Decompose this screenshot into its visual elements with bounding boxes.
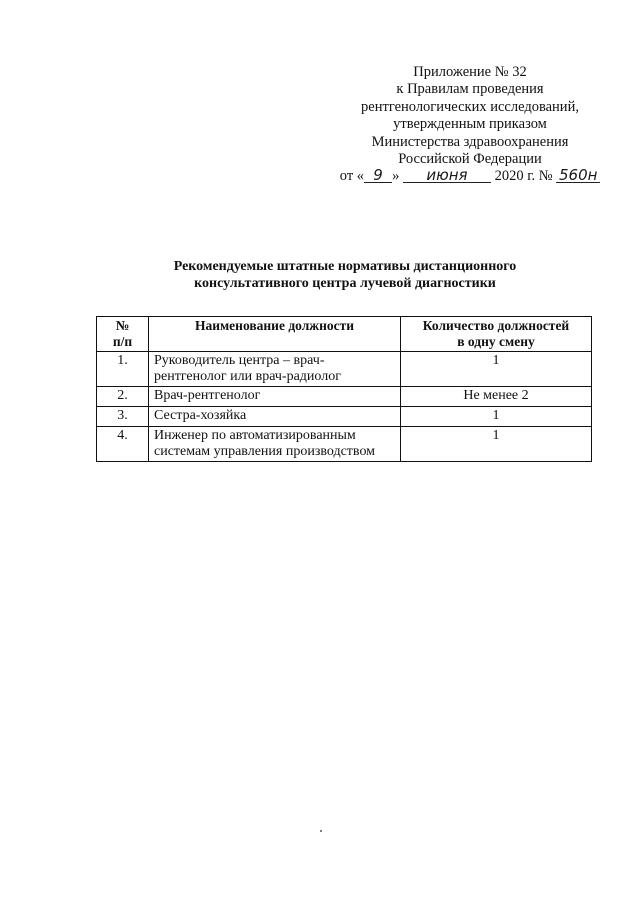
- row-position-name: Врач-рентгенолог: [149, 387, 401, 407]
- row-count: 1: [401, 427, 592, 462]
- table-row: [97, 407, 592, 427]
- handwritten-order-number: 560н: [556, 168, 600, 183]
- header-count: [401, 317, 592, 352]
- title-line-2: консультативного центра лучевой диагностики: [194, 276, 496, 291]
- handwritten-day: 9: [364, 168, 392, 183]
- annex-line-5: Министерства здравоохранения: [371, 133, 569, 150]
- row-num: 2.: [97, 387, 149, 407]
- table-header-row: [97, 317, 592, 352]
- annex-line-6: Российской Федерации: [398, 151, 542, 168]
- row-count: 1: [401, 407, 592, 427]
- title-line-1: Рекомендуемые штатные нормативы дистанционного: [173, 259, 517, 274]
- date-prefix: от «: [339, 168, 365, 185]
- date-year: 2020 г. №: [494, 168, 553, 185]
- annex-line-1: Приложение № 32: [413, 64, 527, 80]
- header-count-line2: в одну смену: [457, 334, 535, 349]
- document-title: [120, 258, 570, 292]
- row-position-name: Руководитель центра – врач-рентгенолог или врач-радиолог: [149, 352, 401, 387]
- row-position-name: Сестра-хозяйка: [149, 407, 401, 427]
- annex-line-2: к Правилам проведения: [396, 81, 544, 98]
- table-row: [97, 352, 592, 387]
- scan-speck: [320, 830, 322, 832]
- header-num: [97, 317, 149, 352]
- header-num-line2: п/п: [112, 334, 133, 349]
- table-row: [97, 387, 592, 407]
- row-num: 4.: [97, 427, 149, 462]
- annex-line-4: утвержденным приказом: [393, 116, 547, 133]
- date-quote-close: »: [392, 168, 400, 185]
- row-num: 1.: [97, 352, 149, 387]
- row-num: 3.: [97, 407, 149, 427]
- header-count-line1: Количество должностей: [422, 318, 570, 333]
- row-count: Не менее 2: [401, 387, 592, 407]
- header-num-line1: №: [115, 318, 130, 333]
- row-position-name: Инженер по автоматизированным системам управления производством: [149, 427, 401, 462]
- annex-line-3: рентгенологических исследований,: [361, 98, 579, 115]
- table-row: [97, 427, 592, 462]
- staffing-table: [96, 316, 592, 462]
- row-count: 1: [401, 352, 592, 387]
- annex-header: [330, 64, 610, 186]
- order-date-line: [330, 168, 610, 185]
- header-position-name: Наименование должности: [149, 317, 401, 352]
- handwritten-month: июня: [403, 168, 491, 183]
